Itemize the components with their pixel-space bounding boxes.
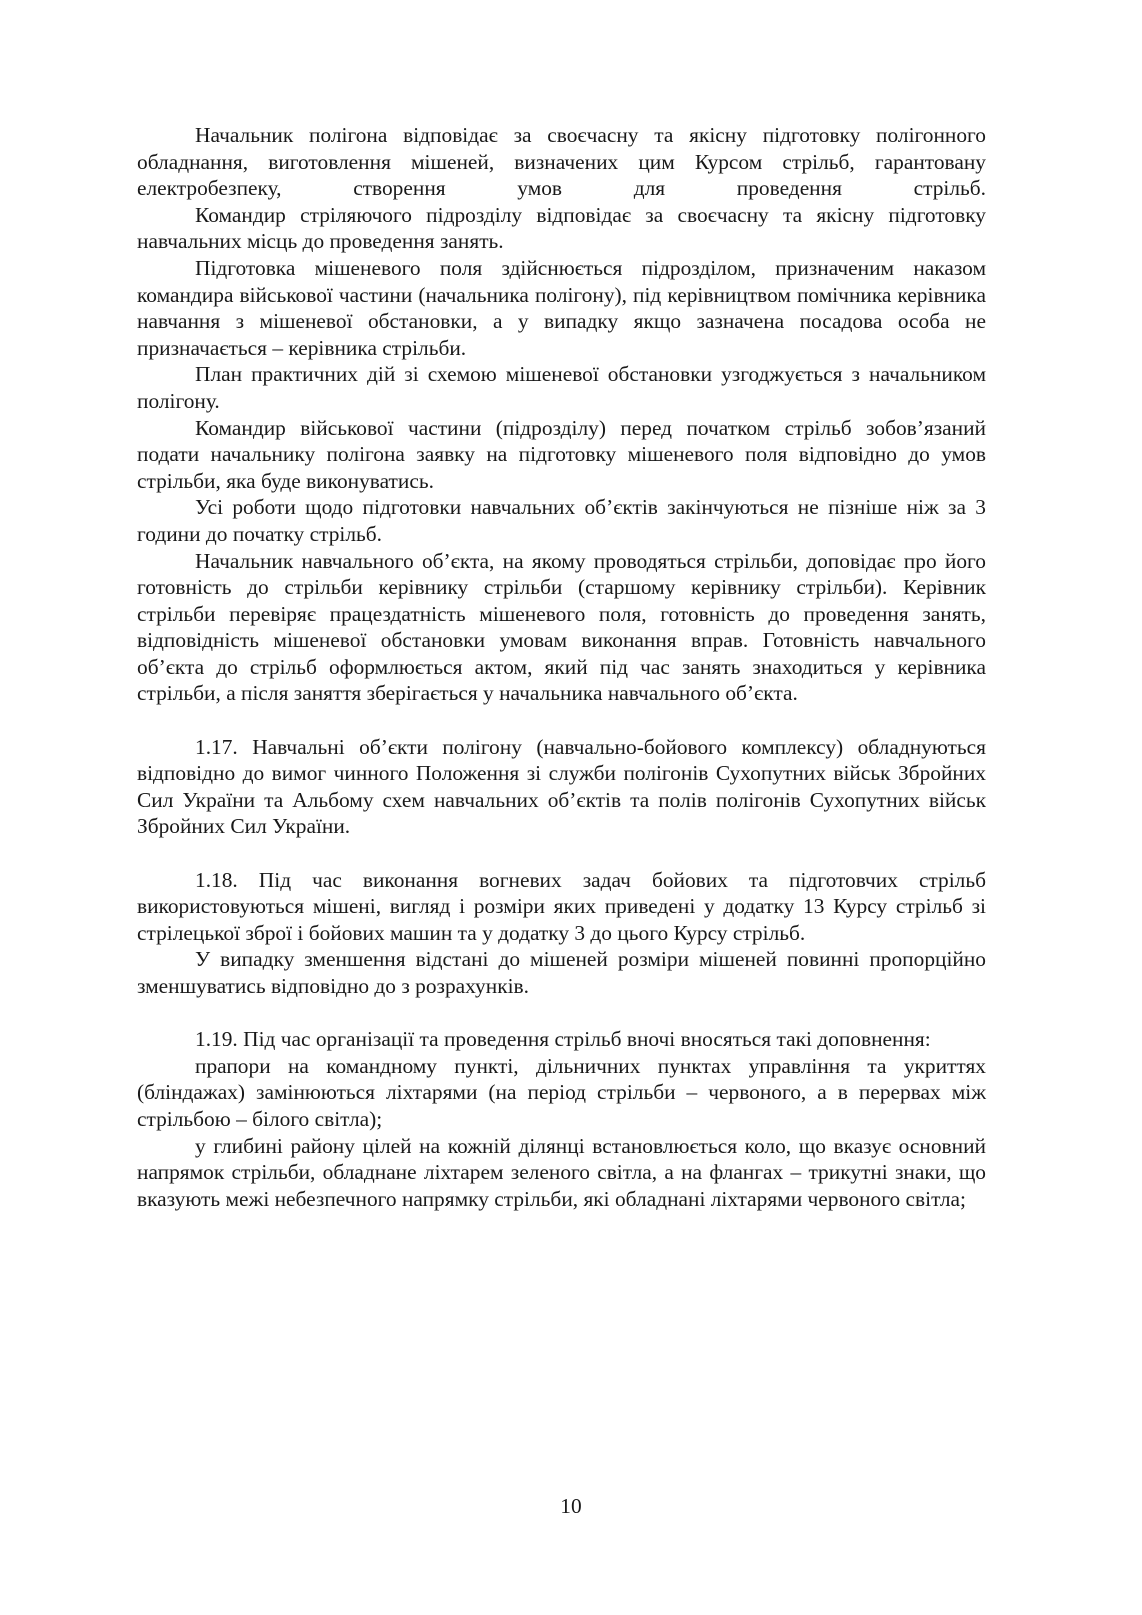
paragraph-works-deadline: Усі роботи щодо підготовки навчальних об’єктів закінчуються не пізніше ніж за 3 години до початку стрільб. bbox=[137, 495, 986, 546]
paragraph-spacer bbox=[137, 707, 986, 734]
paragraph-target-reduction: У випадку зменшення відстані до мішеней розміри мішеней повинні пропорційно зменшуватись відповідно до з розрахунків. bbox=[137, 947, 986, 998]
paragraph-practical-plan: План практичних дій зі схемою мішеневої обстановки узгоджується з начальником полігону. bbox=[137, 362, 986, 413]
paragraph-depth-target-area: у глибині району цілей на кожній ділянці встановлюється коло, що вказує основний напрямок стрільби, обладнане ліхтарем зеленого світла, а на флангах – трикутні знаки, що вказують межі небезпечного напрямку стрільби, які обладнані ліхтарями червоного світла; bbox=[137, 1133, 986, 1211]
paragraph-clause-1-18: 1.18. Під час виконання вогневих задач бойових та підготовчих стрільб використовуються мішені, вигляд і розміри яких приведені у додатку 13 Курсу стрільб зі стрілецької зброї і бойових машин та у додатку 3 до цього Курсу стрільб. bbox=[137, 867, 986, 945]
paragraph-target-field-prep: Підготовка мішеневого поля здійснюється підрозділом, призначеним наказом командира військової частини (начальника полігону), під керівництвом помічника керівника навчання з мішеневої обстановки, а у випадку якщо зазначена посадова особа не призначається – керівника стрільби. bbox=[137, 255, 986, 360]
paragraph-clause-1-17: 1.17. Навчальні об’єкти полігону (навчально-бойового комплексу) обладнуються відповідно до вимог чинного Положення зі служби полігонів Сухопутних військ Збройних Сил України та Альбому схем навчальних об’єктів та полів полігонів Сухопутних військ Збройних Сил України. bbox=[137, 734, 986, 839]
paragraph-spacer bbox=[137, 840, 986, 867]
paragraph-clause-1-19: 1.19. Під час організації та проведення стрільб вночі вносяться такі доповнення: bbox=[195, 1027, 931, 1052]
page-number: 10 bbox=[560, 1494, 582, 1518]
page-body-text bbox=[137, 122, 986, 1212]
paragraph-spacer bbox=[137, 1000, 986, 1027]
paragraph-flags-lanterns: прапори на командному пункті, дільничних пунктах управління та укриттях (бліндажах) замінюються ліхтарями (на період стрільби – червоного, а в перервах між стрільбою – білого світла); bbox=[137, 1053, 986, 1131]
paragraph-commander-request: Командир військової частини (підрозділу) перед початком стрільб зобов’язаний подати начальнику полігона заявку на підготовку мішеневого поля відповідно до умов стрільби, яка буде виконуватись. bbox=[137, 415, 986, 493]
paragraph-head-of-range: Начальник полігона відповідає за своєчасну та якісну підготовку полігонного обладнання, виготовлення мішеней, визначених цим Курсом стрільб, гарантовану електробезпеку, створення умов для проведення стрільб. bbox=[137, 123, 986, 201]
paragraph-training-object-chief: Начальник навчального об’єкта, на якому проводяться стрільби, доповідає про його готовність до стрільби керівнику стрільби (старшому керівнику стрільби). Керівник стрільби перевіряє працездатність мішеневого поля, готовність до проведення занять, відповідність мішеневої обстановки умовам виконання вправ. Готовність навчального об’єкта до стрільб оформлюється актом, який під час занять знаходиться у керівника стрільби, а після заняття зберігається у начальника навчального об’єкта. bbox=[137, 548, 986, 706]
paragraph-unit-commander: Командир стріляючого підрозділу відповідає за своєчасну та якісну підготовку навчальних місць до проведення занять. bbox=[137, 202, 986, 254]
